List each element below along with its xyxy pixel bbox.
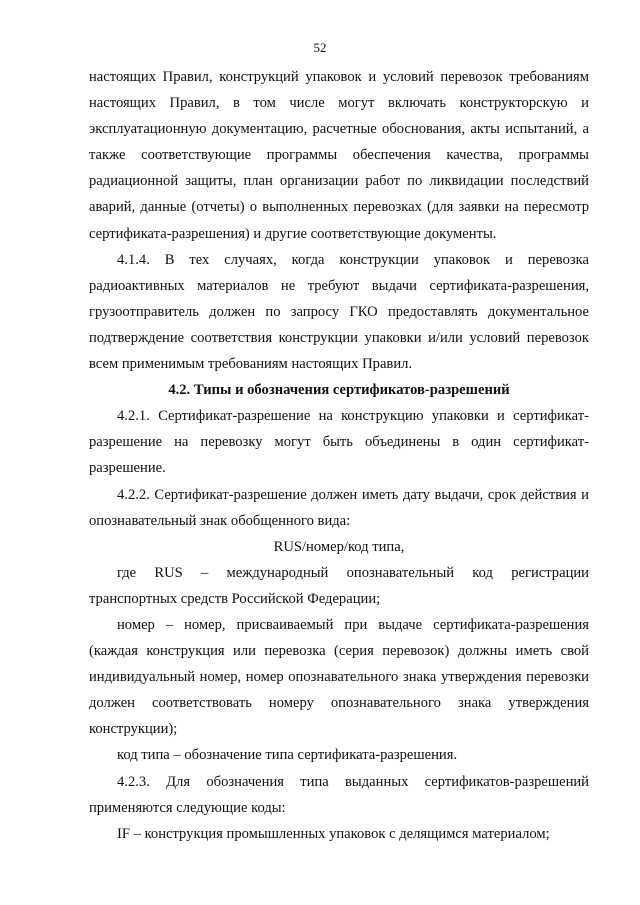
paragraph-rus-definition: где RUS – международный опознавательный код регистрации транспортных средств Российской Федерации; [89, 564, 589, 607]
paragraph-4-2-3: 4.2.3. Для обозначения типа выданных сертификатов-разрешений применяются следующие коды: [89, 773, 589, 816]
section-heading-4-2: 4.2. Типы и обозначения сертификатов-разрешений [168, 382, 510, 399]
paragraph-type-code-definition: код типа – обозначение типа сертификата-разрешения. [117, 747, 458, 764]
paragraph-4-2-2: 4.2.2. Сертификат-разрешение должен иметь дату выдачи, срок действия и опознавательный знак обобщенного вида: [89, 486, 589, 529]
paragraph-number-definition: номер – номер, присваиваемый при выдаче сертификата-разрешения (каждая конструкция или перевозка (серия перевозок) должны иметь свой индивидуальный номер, номер опознавательного знака утверждения перевозки должен соответствовать номеру опознавательного знака утверждения конструкции); [89, 616, 589, 738]
paragraph-4-1-4: 4.1.4. В тех случаях, когда конструкции упаковок и перевозка радиоактивных материалов не требуют выдачи сертификата-разрешения, грузоотправитель должен по запросу ГКО предоставлять документальное подтверждение соответствия конструкции упаковки и/или условий перевозок всем применимым требованиям настоящих Правил. [89, 251, 589, 373]
identifier-formula: RUS/номер/код типа, [273, 538, 405, 555]
paragraph-continuation: настоящих Правил, конструкций упаковок и условий перевозок требованиям настоящих Правил, в том числе могут включать конструкторскую и эксплуатационную документацию, расчетные обоснования, акты испытаний, а также соответствующие программы обеспечения качества, программы радиационной защиты, план организации работ по ликвидации последствий аварий, данные (отчеты) о выполненных перевозках (для заявки на пересмотр сертификата-разрешения) и другие соответствующие документы. [89, 69, 589, 242]
paragraph-code-if: IF – конструкция промышленных упаковок с делящимся материалом; [117, 825, 550, 842]
paragraph-4-2-1: 4.2.1. Сертификат-разрешение на конструкцию упаковки и сертификат-разрешение на перевозку могут быть объединены в один сертификат-разрешение. [89, 408, 589, 477]
document-body [89, 64, 589, 847]
page-number: 52 [313, 40, 327, 55]
